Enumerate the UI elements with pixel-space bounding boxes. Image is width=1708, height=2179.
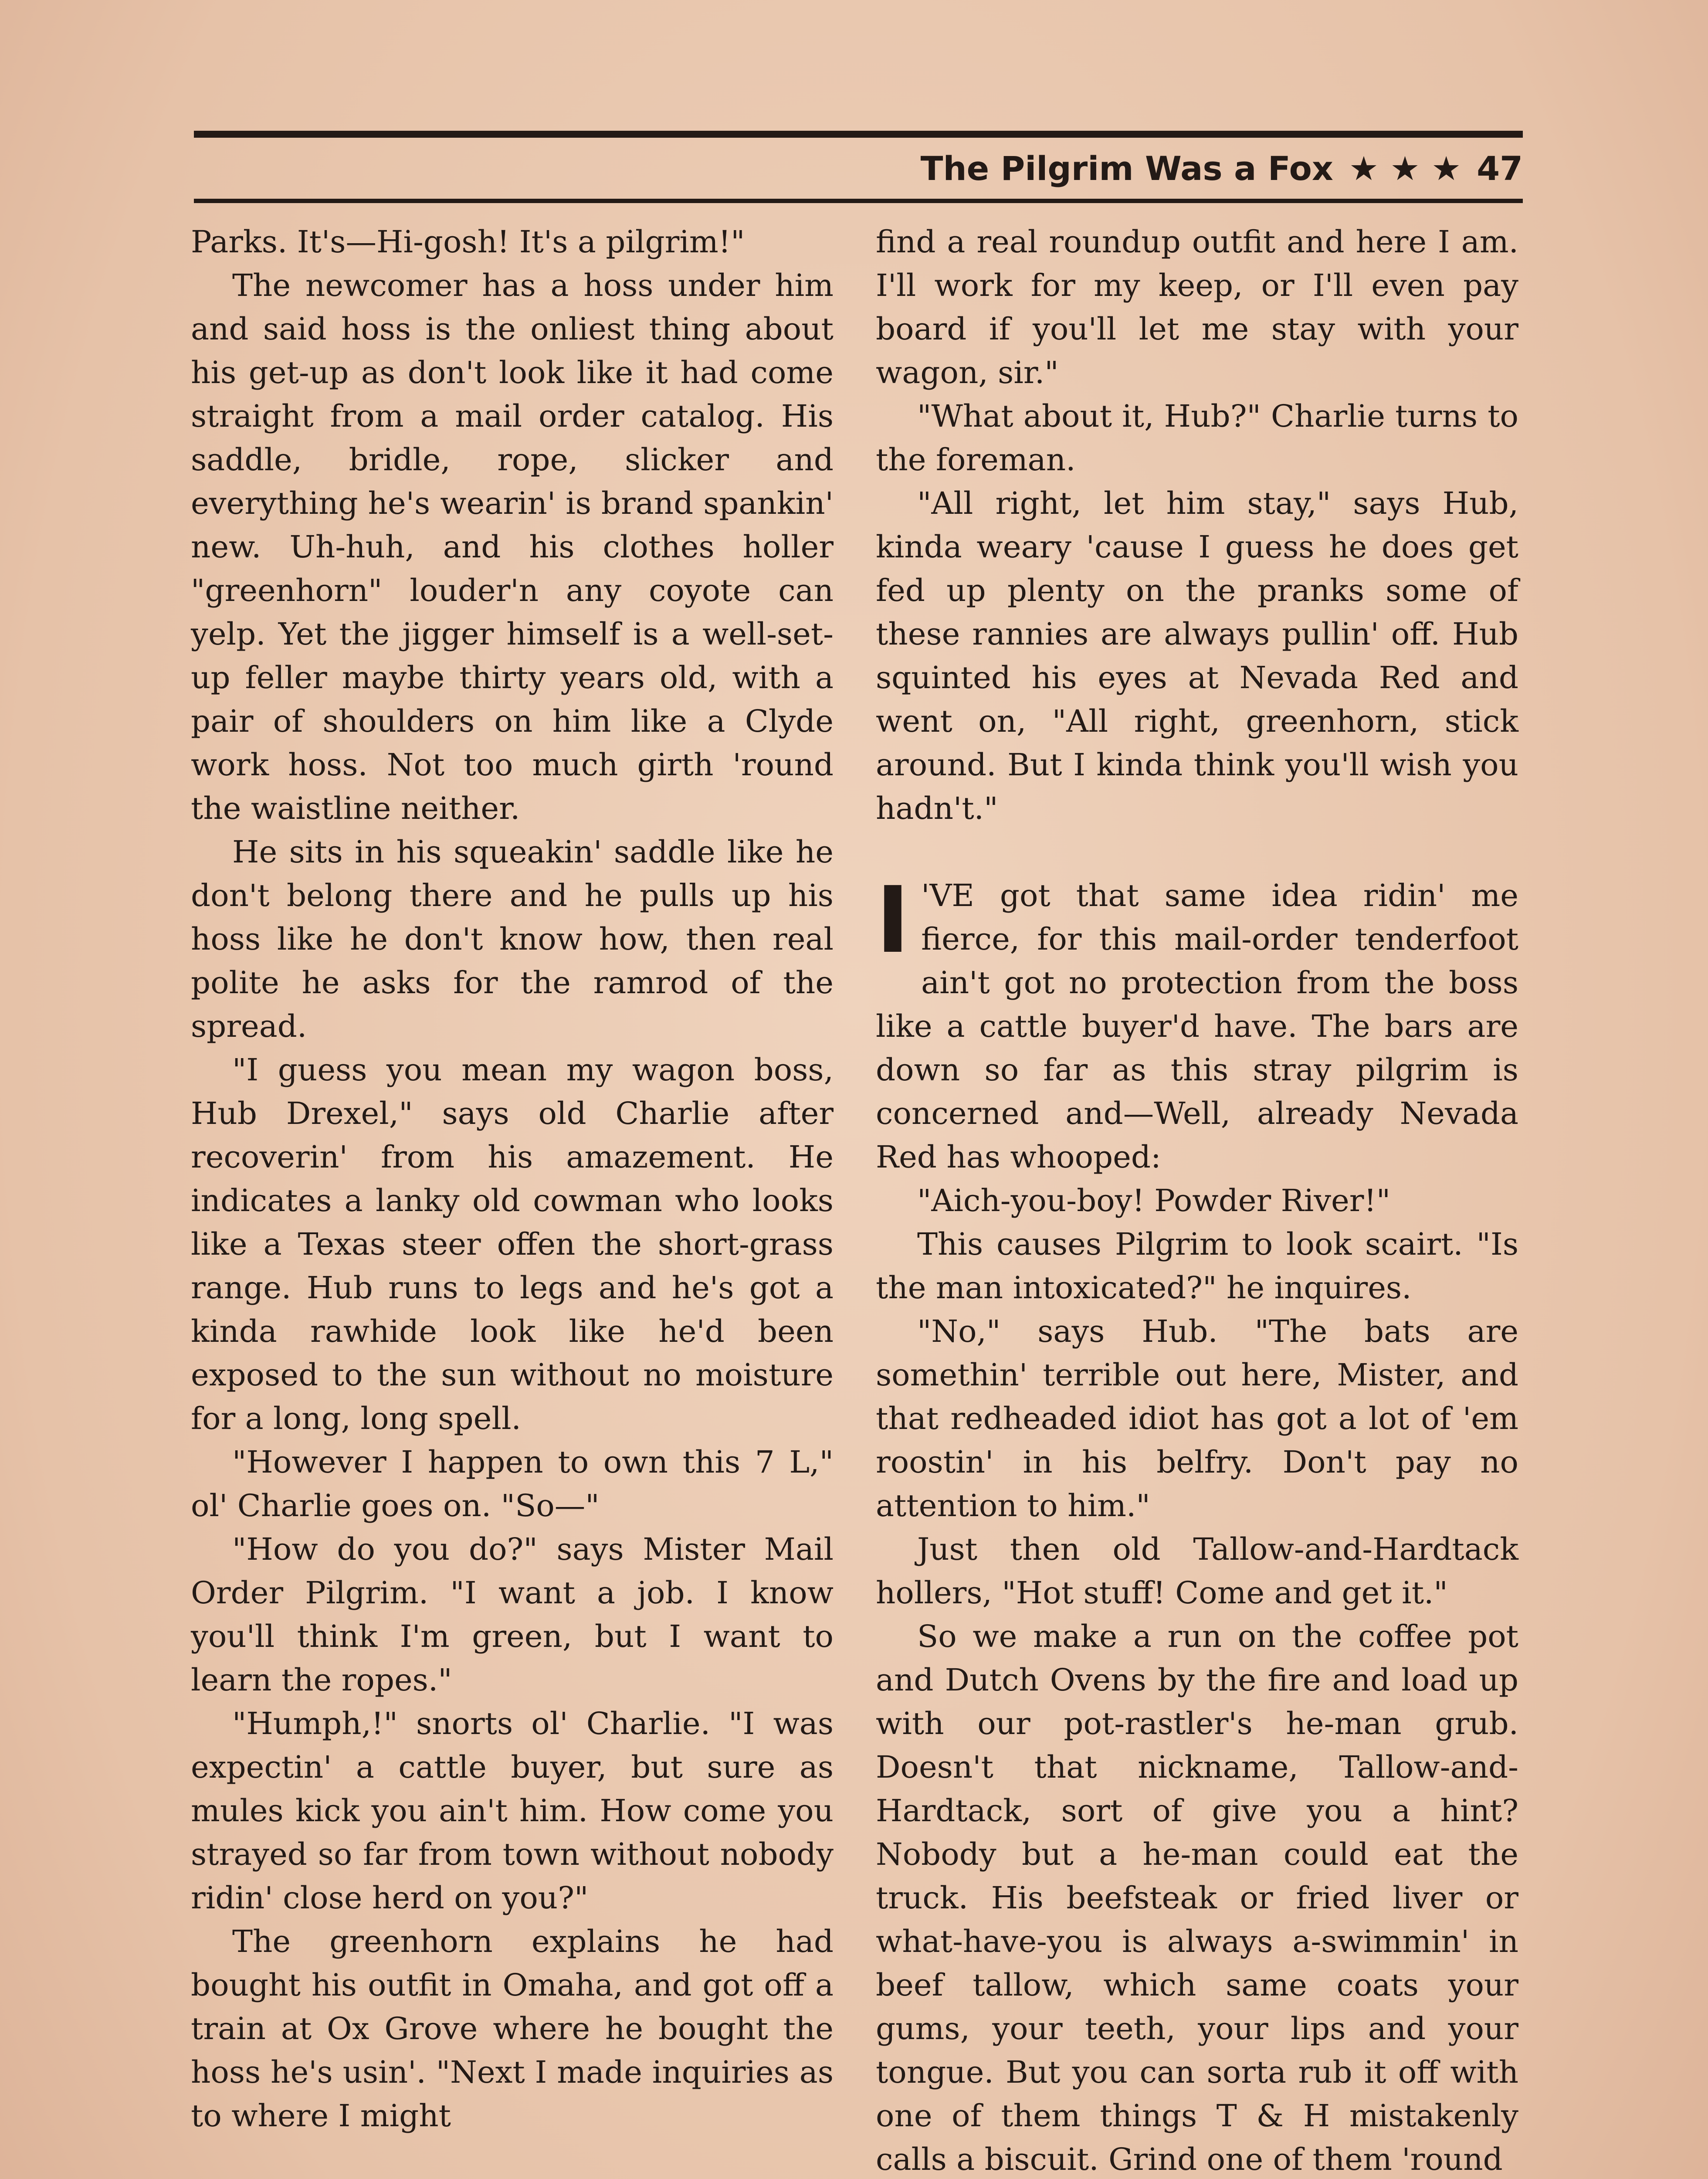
paragraph: "However I happen to own this 7 L," ol' Charlie goes on. "So—" [191,1444,834,1524]
paragraph: "I guess you mean my wagon boss, Hub Drexel," says old Charlie after recoverin' from his amazement. He indicates a lanky old cowman who looks like a Texas steer offen the short-grass range. Hub runs to legs and he's got a kinda rawhide look like he'd been exposed to the sun without no moisture for a long, long spell. [191,1052,834,1436]
paragraph: "What about it, Hub?" Charlie turns to the foreman. [876,398,1518,478]
paragraph: The newcomer has a hoss under him and said hoss is the onliest thing about his get-up as don't look like it had come straight from a mail order catalog. His saddle, bridle, rope, slicker and everything he's wearin' is brand spankin' new. Uh-huh, and his clothes holler "greenhorn" louder'n any coyote can yelp. Yet the jigger himself is a well-set-up feller maybe thirty years old, with a pair of shoulders on him like a Clyde work hoss. Not too much girth 'round the waistline neither. [191,268,834,826]
paragraph: He sits in his squeakin' saddle like he don't belong there and he pulls up his hoss like he don't know how, then real polite he asks for the ramrod of the spread. [191,834,834,1044]
paragraph: "All right, let him stay," says Hub, kinda weary 'cause I guess he does get fed up plenty on the pranks some of these rannies are always pullin' off. Hub squinted his eyes at Nevada Red and went on, "All right, greenhorn, stick around. But I kinda think you'll wish you hadn't." [876,485,1518,826]
paragraph: find a real roundup outfit and here I am. I'll work for my keep, or I'll even pay board if you'll let me stay with your wagon, sir." [876,224,1518,390]
left-column [191,220,834,2138]
drop-cap: I [876,867,910,974]
header-rule-top [194,131,1523,138]
section-break [876,830,1518,874]
paragraph: "No," says Hub. "The bats are somethin' terrible out here, Mister, and that redheaded idiot has got a lot of 'em roostin' in his belfry. Don't pay no attention to him." [876,1314,1518,1524]
paragraph: "Aich-you-boy! Powder River!" [917,1183,1391,1218]
paragraph: "How do you do?" says Mister Mail Order Pilgrim. "I want a job. I know you'll think I'm green, but I want to learn the ropes." [191,1531,834,1698]
paragraph: The greenhorn explains he had bought his outfit in Omaha, and got off a train at Ox Grove where he bought the hoss he's usin'. "Next I made inquiries as to where I might [191,1924,834,2134]
paragraph: Parks. It's—Hi-gosh! It's a pilgrim!" [191,224,745,260]
right-column [876,220,1518,2179]
page-number: 47 [1477,149,1523,188]
paragraph: Just then old Tallow-and-Hardtack hollers, "Hot stuff! Come and get it." [876,1531,1518,1611]
drop-cap-text: 'VE got that same idea ridin' me fierce, for this mail-order tenderfoot ain't got no protection from the boss like a cattle buyer'd have. The bars are down so far as this stray pilgrim is concerned and—Well, already Nevada Red has whooped: [876,878,1518,1175]
paragraph: So we make a run on the coffee pot and Dutch Ovens by the fire and load up with our pot-rastler's he-man grub. Doesn't that nickname, Tallow-and-Hardtack, sort of give you a hint? Nobody but a he-man could eat the truck. His beefsteak or fried liver or what-have-you is always a-swimmin' in beef tallow, which same coats your gums, your teeth, your lips and your tongue. But you can sorta rub it off with one of them things T & H mistakenly calls a biscuit. Grind one of them 'round [876,1619,1518,2177]
story-title: The Pilgrim Was a Fox [920,149,1333,188]
header-rule-bottom [194,199,1523,203]
running-head [921,139,1523,198]
star-ornaments: ★ ★ ★ [1349,149,1461,188]
paragraph: This causes Pilgrim to look scairt. "Is the man intoxicated?" he inquires. [876,1226,1518,1306]
paragraph: "Humph,!" snorts ol' Charlie. "I was expectin' a cattle buyer, but sure as mules kick you ain't him. How come you strayed so far from town without nobody ridin' close herd on you?" [191,1706,834,1916]
drop-cap-paragraph [876,867,1518,1179]
